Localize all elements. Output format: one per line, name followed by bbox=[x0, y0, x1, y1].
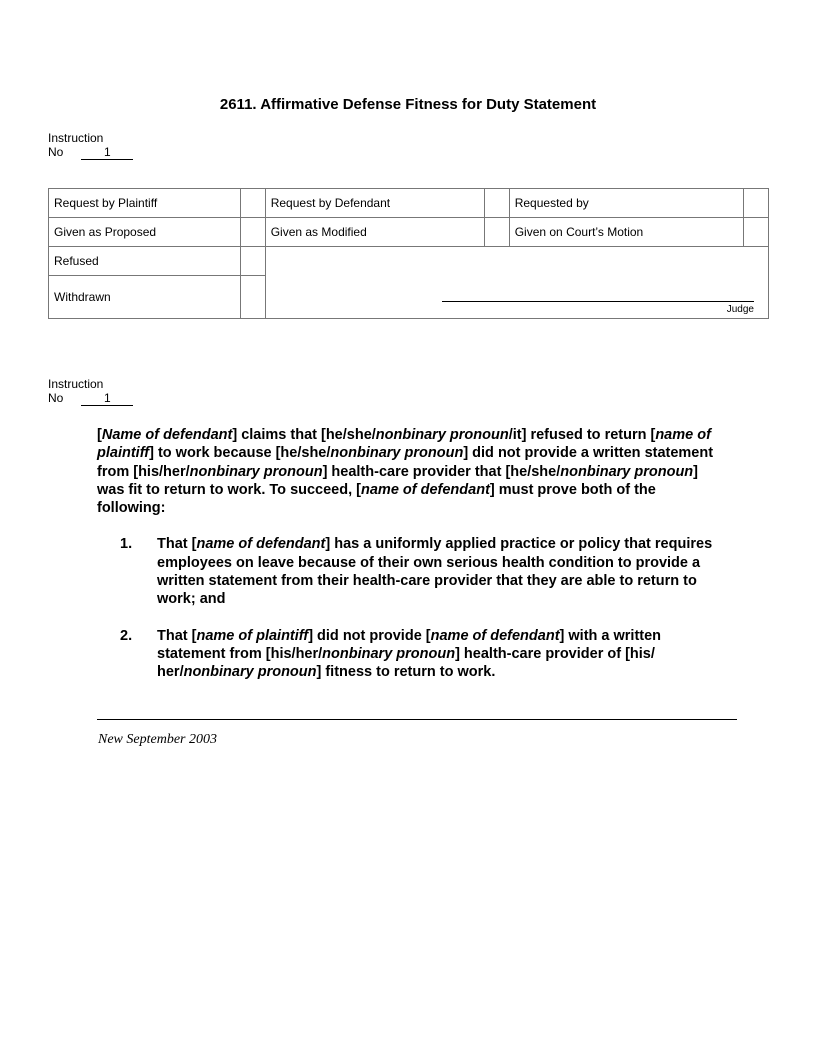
requested-by-box[interactable] bbox=[744, 189, 769, 218]
instruction-number-block-2 bbox=[48, 377, 133, 406]
given-as-modified-label: Given as Modified bbox=[265, 218, 484, 247]
footer-divider bbox=[97, 719, 737, 720]
instruction-number-block bbox=[48, 131, 133, 160]
element-number: 1. bbox=[120, 536, 133, 553]
elements-list bbox=[97, 535, 727, 681]
instruction-label: Instruction bbox=[48, 131, 104, 145]
given-as-proposed-box[interactable] bbox=[240, 218, 265, 247]
request-table bbox=[48, 188, 769, 319]
request-by-defendant-label: Request by Defendant bbox=[265, 189, 484, 218]
given-as-modified-box[interactable] bbox=[484, 218, 509, 247]
refused-box[interactable] bbox=[240, 247, 265, 276]
requested-by-label: Requested by bbox=[509, 189, 743, 218]
element-number: 2. bbox=[120, 627, 133, 644]
judge-signature-area bbox=[265, 247, 768, 319]
refused-label: Refused bbox=[49, 247, 241, 276]
given-on-courts-motion-label: Given on Court’s Motion bbox=[509, 218, 743, 247]
instruction-no-label-2: No bbox=[48, 391, 64, 405]
withdrawn-label: Withdrawn bbox=[49, 276, 241, 319]
request-by-plaintiff-box[interactable] bbox=[240, 189, 265, 218]
instruction-label-2: Instruction bbox=[48, 377, 104, 391]
page-title: 2611. Affirmative Defense Fitness for Duty Statement bbox=[219, 96, 597, 113]
judge-signature-line[interactable] bbox=[442, 301, 754, 302]
instruction-no-value-2: 1 bbox=[81, 392, 133, 406]
withdrawn-box[interactable] bbox=[240, 276, 265, 319]
instruction-no-label: No bbox=[48, 145, 64, 159]
instruction-body bbox=[97, 426, 727, 700]
element-item: 2. That [name of plaintiff] did not provide [name of defendant] with a written statement from [his/her/nonbinary pronoun] health-care provider of [his/ her/nonbinary pronoun] fitness to return to work. bbox=[120, 627, 662, 681]
request-by-defendant-box[interactable] bbox=[484, 189, 509, 218]
given-as-proposed-label: Given as Proposed bbox=[49, 218, 241, 247]
given-on-courts-motion-box[interactable] bbox=[744, 218, 769, 247]
request-by-plaintiff-label: Request by Plaintiff bbox=[49, 189, 241, 218]
footer-note: New September 2003 bbox=[98, 732, 217, 747]
intro-paragraph: [Name of defendant] claims that [he/she/nonbinary pronoun/it] refused to return [name of plaintiff] to work because [he/she/nonbinary pronoun] did not provide a written statement from [his/her/nonbinary pronoun] health-care provider that [he/she/nonbinary pronoun] was fit to return to work. To succeed, [name of defendant] must prove both of the following: bbox=[97, 427, 714, 517]
element-item: 1. That [name of defendant] has a uniformly applied practice or policy that requires employees on leave because of their own serious health condition to provide a written statement from their health-care provider that they are able to return to work; and bbox=[120, 536, 713, 608]
instruction-no-value: 1 bbox=[81, 146, 133, 160]
judge-label: Judge bbox=[726, 304, 754, 315]
